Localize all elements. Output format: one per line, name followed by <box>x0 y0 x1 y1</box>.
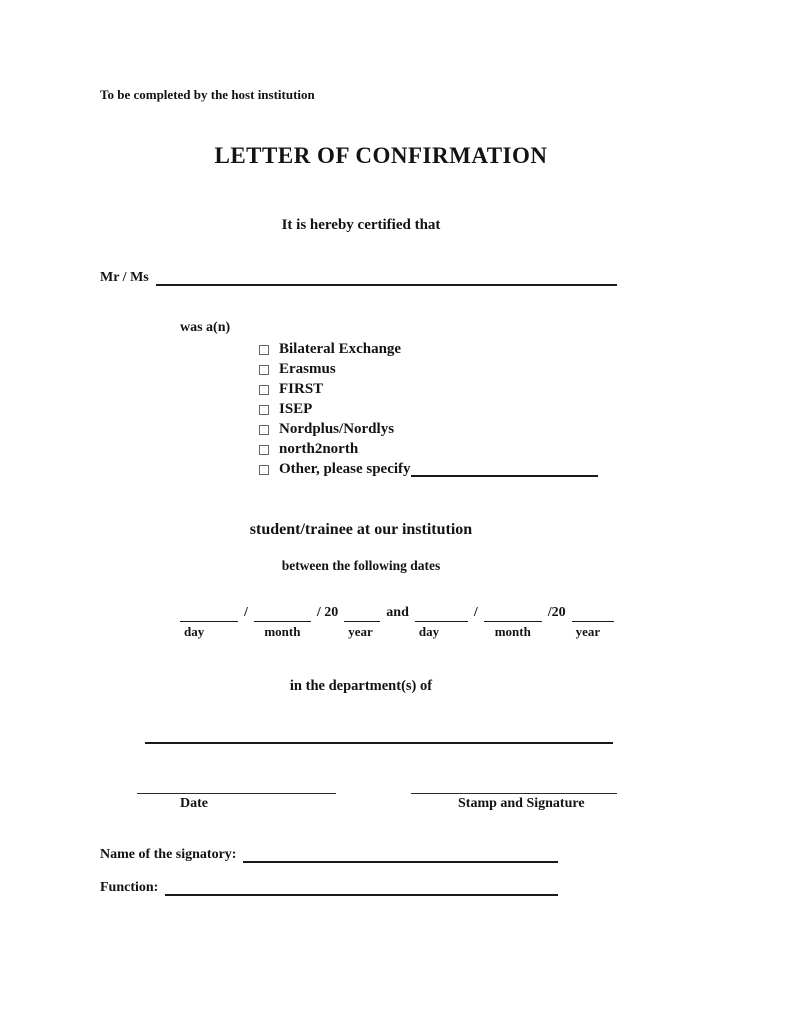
host-institution-note: To be completed by the host institution <box>100 87 315 102</box>
between-dates-text: between the following dates <box>281 558 441 573</box>
date-caption: Date <box>180 796 208 811</box>
function-field-row <box>100 878 558 898</box>
start-month-field <box>254 602 311 640</box>
slash-separator: / <box>244 605 248 621</box>
month-label: month <box>494 624 531 639</box>
program-intro-label: was a(n) <box>180 320 231 335</box>
year-label: year <box>348 624 373 639</box>
stamp-caption: Stamp and Signature <box>458 796 585 811</box>
checkbox-label: Other, please specify <box>279 460 411 477</box>
checkbox-icon[interactable] <box>259 405 269 415</box>
checkbox-label: Bilateral Exchange <box>279 340 402 357</box>
function-field-label: Function: <box>100 880 159 895</box>
checkbox-row-erasmus[interactable] <box>259 359 598 379</box>
signatory-input-line[interactable] <box>243 845 558 863</box>
end-day-field <box>415 602 468 640</box>
checkbox-label: ISEP <box>279 400 313 417</box>
checkbox-icon[interactable] <box>259 425 269 435</box>
date-signature-line[interactable] <box>137 780 336 794</box>
program-checkbox-group <box>259 339 598 479</box>
checkbox-label: FIRST <box>279 380 324 397</box>
start-day-input-line[interactable] <box>180 602 238 622</box>
name-field-row <box>100 268 617 288</box>
stamp-signature-line[interactable] <box>411 780 617 794</box>
checkbox-row-north2north[interactable] <box>259 439 598 459</box>
checkbox-icon[interactable] <box>259 465 269 475</box>
checkbox-icon[interactable] <box>259 445 269 455</box>
date-range-row <box>180 602 614 640</box>
checkbox-row-other[interactable] <box>259 459 598 479</box>
start-year-input-line[interactable] <box>344 602 380 622</box>
end-year-input-line[interactable] <box>572 602 614 622</box>
function-input-line[interactable] <box>165 878 558 896</box>
checkbox-icon[interactable] <box>259 365 269 375</box>
month-label: month <box>264 624 301 639</box>
end-month-input-line[interactable] <box>484 602 542 622</box>
end-day-input-line[interactable] <box>415 602 468 622</box>
checkbox-label: north2north <box>279 440 359 457</box>
checkbox-icon[interactable] <box>259 345 269 355</box>
start-day-field <box>180 602 238 640</box>
student-trainee-text: student/trainee at our institution <box>249 521 473 538</box>
page-title: LETTER OF CONFIRMATION <box>214 143 548 168</box>
end-year-field <box>572 602 614 640</box>
other-specify-input-line[interactable] <box>411 460 598 477</box>
day-label: day <box>184 624 205 639</box>
day-label: day <box>418 624 440 639</box>
and-separator: and <box>386 605 409 621</box>
end-month-field <box>484 602 542 640</box>
certified-text: It is hereby certified that <box>281 217 441 233</box>
checkbox-icon[interactable] <box>259 385 269 395</box>
year-prefix: /20 <box>547 605 566 621</box>
year-label: year <box>575 624 601 639</box>
checkbox-row-isep[interactable] <box>259 399 598 419</box>
checkbox-label: Nordplus/Nordlys <box>279 420 395 437</box>
department-input-line[interactable] <box>145 724 613 744</box>
name-field-label: Mr / Ms <box>100 270 149 285</box>
checkbox-row-first[interactable] <box>259 379 598 399</box>
checkbox-label: Erasmus <box>279 360 336 377</box>
name-input-line[interactable] <box>156 268 617 286</box>
checkbox-row-nordplus[interactable] <box>259 419 598 439</box>
department-text: in the department(s) of <box>289 678 433 694</box>
checkbox-row-bilateral[interactable] <box>259 339 598 359</box>
signatory-field-label: Name of the signatory: <box>100 847 237 862</box>
signatory-field-row <box>100 845 558 865</box>
start-year-field <box>344 602 380 640</box>
slash-separator: / <box>473 605 478 621</box>
start-month-input-line[interactable] <box>254 602 311 622</box>
year-prefix: / 20 <box>316 605 339 621</box>
